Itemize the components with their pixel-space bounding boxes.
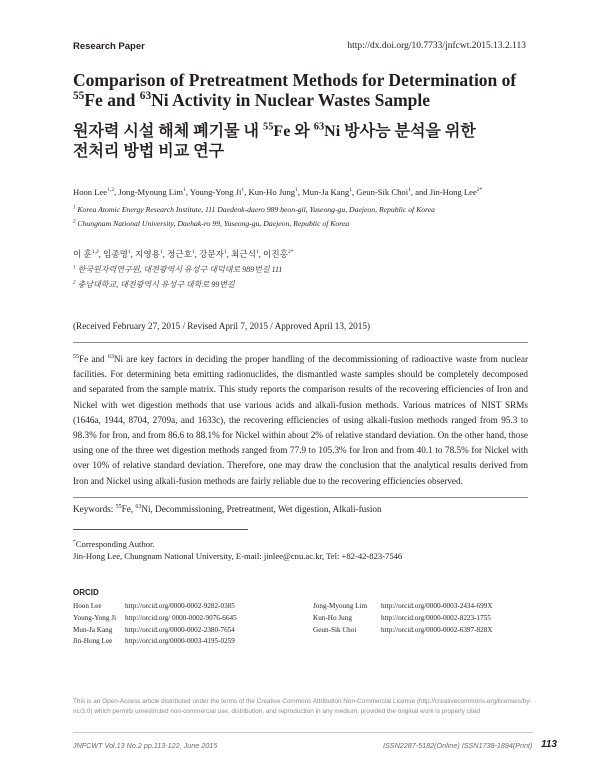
section-label: Research Paper <box>73 41 145 52</box>
doi-link[interactable]: http://dx.doi.org/10.7733/jnfcwt.2015.13.2.113 <box>347 41 526 51</box>
orcid-entry: Young-Yong Ji http://orcid.org/ 0000-0002-9076-6645 <box>73 613 237 625</box>
orcid-link[interactable]: http://orcid.org/0000-0002-2380-7654 <box>125 625 235 634</box>
orcid-link[interactable]: http://orcid.org/0000-0003-2434-699X <box>381 602 493 610</box>
orcid-entry: Hoon Lee http://orcid.org/0000-0002-9282-0385 <box>73 601 237 613</box>
author: 최근식$^1$, <box>231 249 264 259</box>
footer-journal-info: JNFCWT Vol.13 No.2 pp.113-122, June 2015 <box>73 741 218 750</box>
orcid-link[interactable]: http://orcid.org/0000-0002-9282-0385 <box>125 602 235 610</box>
corresponding-author-info: Jin-Hong Lee, Chungnam National University, E-mail: jinlee@cnu.ac.kr, Tel: +82-42-823-7546 <box>73 551 403 561</box>
title-korean: 원자력 시설 해체 폐기물 내 $^{55}$Fe 와 $^{63}$Ni 방사능 분석을 위한 전처리 방법 비교 연구 <box>73 121 476 160</box>
title-english: Comparison of Pretreatment Methods for Determination of $^{55}$Fe and $^{63}$Ni Activity in Nuclear Wastes Sample <box>73 70 517 110</box>
corresponding-author-label: *Corresponding Author. <box>73 539 155 549</box>
divider-footnote <box>73 529 248 530</box>
divider-top <box>73 342 528 343</box>
author: Geun-Sik Choi$^1$, and <box>356 187 430 197</box>
orcid-link[interactable]: http://orcid.org/0000-0002-6397-828X <box>381 625 493 634</box>
divider-abstract-end <box>73 497 528 498</box>
author: Jong-Myoung Lim$^1$, <box>118 187 190 197</box>
orcid-list-right <box>313 601 492 636</box>
footer-issn: ISSN2287-5182(Online) ISSN1738-1894(Print) <box>383 741 533 750</box>
orcid-heading: ORCID <box>73 588 99 597</box>
author: 정근호$^1$, <box>167 249 200 259</box>
divider-footer <box>73 732 533 733</box>
affiliation-1: $^1$ Korea Atomic Energy Research Institute, 111 Daedeok-daero 989 beon-gil, Yuseong-gu, Daejeon, Republic of Korea <box>73 205 436 214</box>
orcid-list-left <box>73 601 237 648</box>
orcid-link[interactable]: http://orcid.org/ 0000-0002-9076-6645 <box>125 613 237 622</box>
affiliation-2: $^2$ Chungnam National University, Daehak-ro 99, Yuseong-gu, Daejeon, Republic of Korea <box>73 219 350 228</box>
keywords: Keywords: $^{55}$Fe, $^{63}$Ni, Decommissioning, Pretreatment, Wet digestion, Alkali-fusion <box>73 503 382 514</box>
author: 이진홍$^{2*}$ <box>263 249 294 259</box>
author: 임종명$^1$, <box>103 249 136 259</box>
author: 지영용$^1$, <box>135 249 168 259</box>
orcid-link[interactable]: http://orcid.org/0000-0003-4195-0259 <box>125 637 235 646</box>
author: Mun-Ja Kang$^1$, <box>302 187 357 197</box>
author-list-english <box>73 187 543 197</box>
author: 이 훈$^{1,2}$, <box>73 249 104 259</box>
author-list-korean <box>73 248 294 260</box>
author: Hoon Lee$^{1,2}$, <box>73 187 119 197</box>
affiliation-ko-1: $^1$ 한국원자력연구원, 대전광역시 유성구 대덕대로 989번길 111 <box>73 264 283 274</box>
orcid-entry: Geun-Sik Choi http://orcid.org/0000-0002-6397-828X <box>313 625 492 637</box>
abstract: $^{55}$Fe and $^{63}$Ni are key factors in deciding the proper handling of the decommissioning of radioactive waste from nuclear facilities. For determining beta emitting radionuclides, the dismantled waste samples should be completely decomposed and separated from the sample matrix. This study reports the comparison results of the recovering efficiencies of Iron and Nickel with wet digestion methods that use various acids and alkali-fusion methods. Various matrices of NIST SRMs (1646a, 1944, 8704, 2709a, and 1633c), the recovering efficiencies of using alkali-fusion methods ranged from 95.3 to 98.3% for Iron, and from 86.6 to 88.1% for Nickel within about 2% of relative standard deviation. On the other hand, those using one of the three wet digestion methods ranged from 77.9 to 105.3% for Iron and from 40.1 to 78.5% for Nickel with over 10% of relative standard deviation. Therefore, one may draw the conclusion that the analytical results derived from Iron and Nickel using alkali-fusion methods are fairly reliable due to the recovering efficiencies observed. <box>73 353 529 486</box>
orcid-link[interactable]: http://orcid.org/0000-0002-8223-1755 <box>381 613 491 622</box>
author: Jin-Hong Lee$^{2*}$ <box>429 187 483 197</box>
orcid-entry: Jong-Myoung Lim http://orcid.org/0000-0003-2434-699X <box>313 601 492 613</box>
license-notice: This is an Open-Access article distributed under the terms of the Creative Commons Attribution Non-Commercial License (http://creativecommons.org/licenses/by-nc/3.0) which permits unrestricted non-commercial use, distribution, and reproduction in any medium, provided the original work is properly cited <box>73 698 532 715</box>
page-number: 113 <box>541 739 557 750</box>
orcid-entry: Jin-Hong Lee http://orcid.org/0000-0003-4195-0259 <box>73 636 237 648</box>
author: 강문자$^1$, <box>199 249 232 259</box>
received-dates: (Received February 27, 2015 / Revised April 7, 2015 / Approved April 13, 2015) <box>73 321 371 331</box>
orcid-entry: Kun-Ho Jung http://orcid.org/0000-0002-8223-1755 <box>313 613 492 625</box>
affiliation-ko-2: $^2$ 충남대학교, 대전광역시 유성구 대학로 99번길 <box>73 279 235 289</box>
orcid-entry: Mun-Ja Kang http://orcid.org/0000-0002-2380-7654 <box>73 625 237 637</box>
author: Kun-Ho Jung$^1$, <box>248 187 303 197</box>
author: Young-Yong Ji$^1$, <box>189 187 249 197</box>
